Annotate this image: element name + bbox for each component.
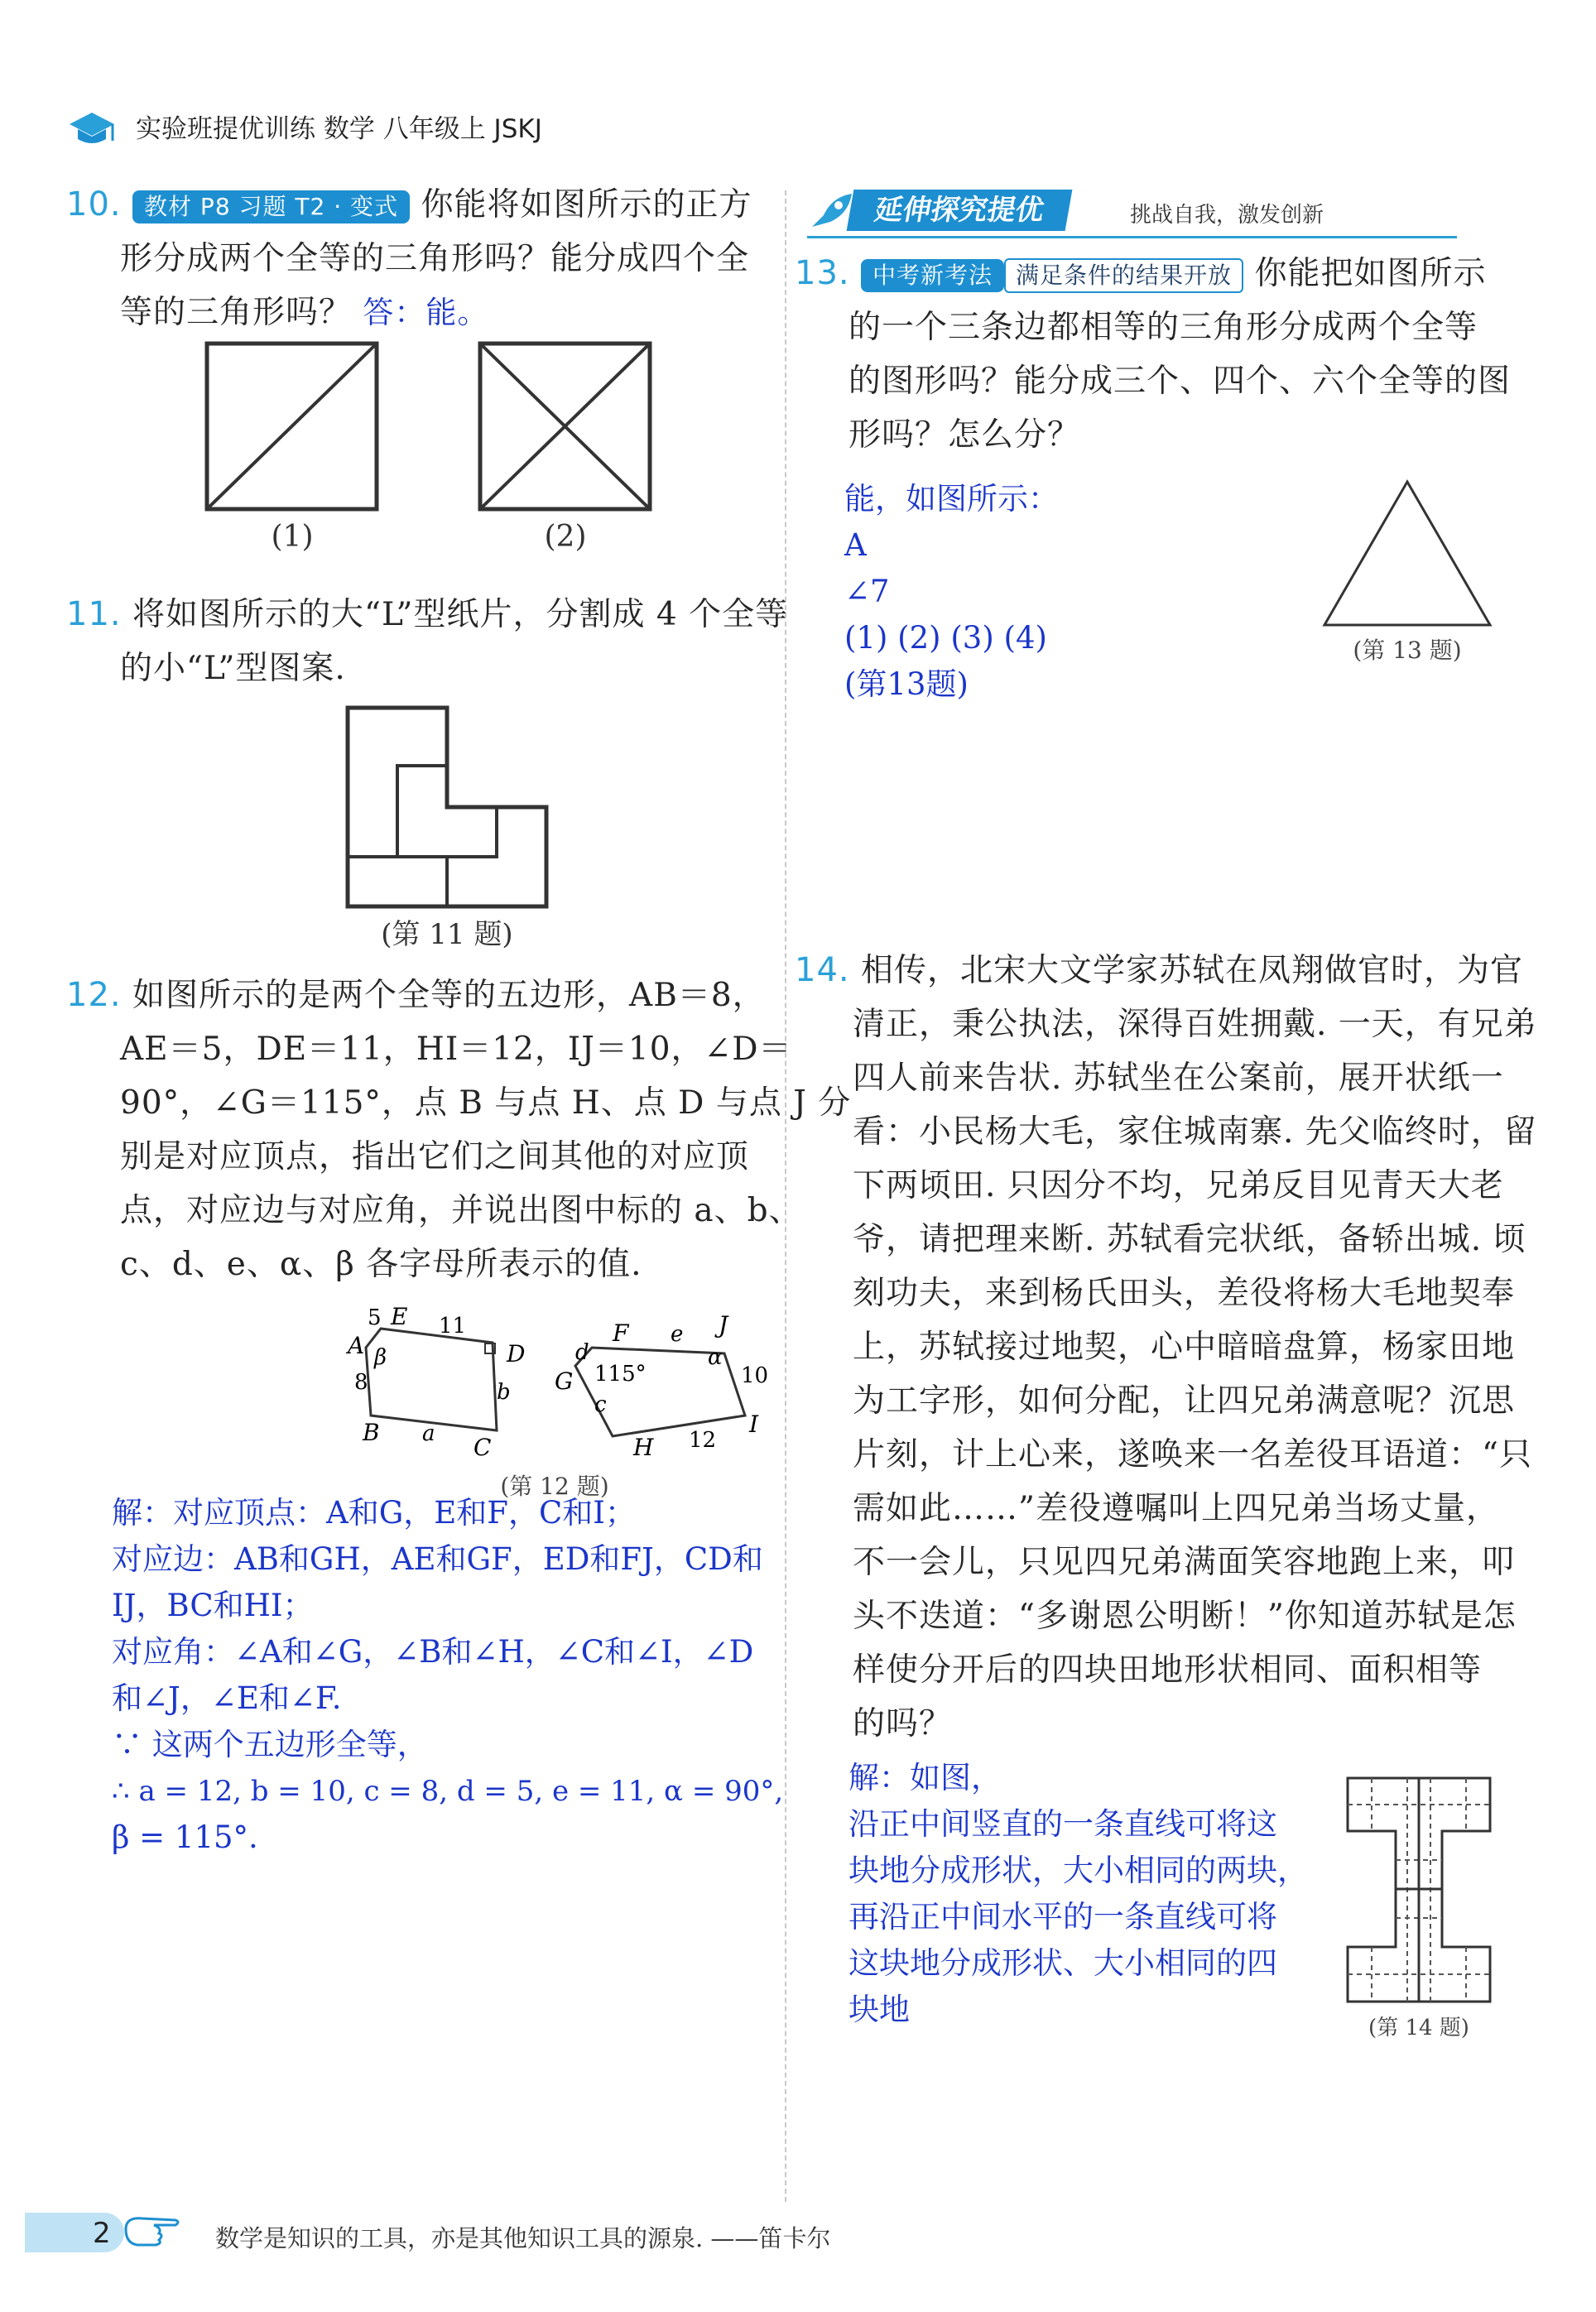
question-10: [66, 178, 778, 339]
question-text: 需如此……”差役遵嘱叫上四兄弟当场丈量，: [853, 1490, 1499, 1527]
question-number: 10.: [66, 185, 122, 224]
vertex-label: B: [363, 1419, 380, 1446]
exam-tag: 中考新考法: [861, 259, 1004, 292]
question-text: 的小“L”型图案.: [120, 650, 346, 687]
q14-solution: [848, 1755, 1337, 2033]
figure-caption: (第 11 题): [381, 918, 513, 951]
side-label: 8: [354, 1370, 368, 1395]
graduation-cap-icon: [66, 106, 118, 149]
question-text: 四人前来告状. 苏轼坐在公案前，展开状纸一: [853, 1060, 1504, 1097]
question-11: [66, 588, 789, 695]
angle-label: α: [708, 1345, 723, 1370]
page-number: 2: [93, 2217, 111, 2250]
q10-figure-2: [476, 339, 658, 555]
question-text: 的一个三条边都相等的三角形分成两个全等: [848, 309, 1478, 346]
question-text: AE＝5，DE＝11，HI＝12，IJ＝10，∠D＝: [120, 1031, 792, 1068]
question-text: 形吗？怎么分？: [848, 416, 1081, 454]
solution-line: ∵ 这两个五边形全等，: [112, 1727, 428, 1762]
pointing-hand-icon: [118, 2209, 184, 2250]
vertex-label: A: [348, 1332, 365, 1359]
q14-i-shape-figure: [1341, 1771, 1507, 2045]
question-number: 14.: [795, 951, 850, 989]
question-text: 刻功夫，来到杨氏田头，差役将杨大毛地契奉: [853, 1275, 1516, 1312]
header: [66, 99, 811, 157]
vertex-label: E: [391, 1303, 408, 1330]
question-text: 下两顷田. 只因分不均，兄弟反目见青天大老: [853, 1167, 1504, 1204]
section-subtitle: 挑战自我，激发创新: [1130, 203, 1324, 228]
question-text: 的图形吗？能分成三个、四个、六个全等的图: [848, 363, 1512, 400]
question-number: 12.: [66, 976, 122, 1014]
solution-line: IJ，BC和HI；: [112, 1588, 314, 1623]
solution-line: 解：对应顶点：A和G，E和F，C和I；: [112, 1495, 636, 1531]
footer-quote: 数学是知识的工具，亦是其他知识工具的源泉. ——笛卡尔: [215, 2224, 831, 2252]
vertex-label: F: [613, 1319, 629, 1347]
answer-line: (第13题): [844, 666, 969, 702]
question-14: [795, 944, 1537, 1751]
question-text: 不一会儿，只见四兄弟满面笑容地跑上来，叩: [853, 1544, 1516, 1581]
solution-line: 块地分成形状，大小相同的两块，: [848, 1853, 1308, 1888]
section-banner: [807, 186, 1457, 238]
solution-line: 这块地分成形状、大小相同的四: [848, 1945, 1277, 1981]
question-text: 你能把如图所示: [1254, 255, 1487, 292]
figure-caption: (第 13 题): [1353, 637, 1462, 664]
solution-line: ∴ a = 12, b = 10, c = 8, d = 5, e = 11, α = 90°,: [112, 1775, 784, 1808]
question-text: 片刻，计上心来，遂唤来一名差役耳语道：“只: [853, 1436, 1532, 1473]
q10-figure-1: [203, 339, 385, 555]
vertex-label: I: [749, 1411, 759, 1438]
solution-line: 再沿正中间水平的一条直线可将: [848, 1899, 1277, 1935]
solution-line: 对应边：AB和GH，AE和GF，ED和FJ，CD和: [112, 1541, 763, 1577]
q11-l-figure: [339, 704, 604, 960]
question-text: 将如图所示的大“L”型纸片，分割成 4 个全等: [132, 596, 789, 633]
question-text: 90°，∠G＝115°，点 B 与点 H、点 D 与点 J 分: [120, 1084, 852, 1122]
question-text: 的吗？: [853, 1705, 953, 1742]
vertex-label: H: [633, 1434, 654, 1461]
question-text: 头不迭道：“多谢恩公明断！”你知道苏轼是怎: [853, 1598, 1517, 1635]
solution-line: 解：如图，: [848, 1760, 1002, 1795]
question-text: c、d、e、α、β 各字母所表示的值.: [120, 1246, 642, 1283]
angle-label: β: [374, 1345, 387, 1370]
header-title: 实验班提优训练 数学 八年级上 JSKJ: [136, 114, 542, 144]
side-label: 12: [689, 1428, 717, 1453]
side-label: e: [671, 1322, 684, 1347]
question-text: 等的三角形吗？: [120, 294, 353, 331]
answer-line: A: [844, 527, 867, 563]
q13-answer: [844, 476, 1258, 708]
figure-caption: (第 12 题): [500, 1473, 609, 1500]
section-title: 延伸探究提优: [847, 190, 1073, 231]
side-label: 10: [741, 1363, 769, 1388]
vertex-label: C: [474, 1434, 492, 1461]
figure-label: (1): [271, 520, 314, 554]
solution-line: 和∠J，∠E和∠F.: [112, 1680, 342, 1716]
question-text: 上，苏轼接过地契，心中暗暗盘算，杨家田地: [853, 1329, 1516, 1366]
question-text: 你能将如图所示的正方: [421, 186, 752, 224]
vertex-label: J: [719, 1311, 728, 1339]
method-tag: 满足条件的结果开放: [1004, 258, 1243, 293]
question-text: 如图所示的是两个全等的五边形，AB＝8，: [132, 977, 766, 1014]
side-label: 5: [368, 1305, 382, 1330]
side-label: c: [594, 1392, 607, 1417]
answer-line: ∠7: [844, 574, 890, 609]
solution-line: β = 115°.: [112, 1819, 258, 1855]
side-label: b: [497, 1380, 511, 1405]
question-text: 样使分开后的四块田地形状相同、面积相等: [853, 1651, 1483, 1689]
vertex-label: D: [507, 1340, 526, 1367]
solution-line: 块地: [848, 1992, 910, 2027]
vertex-label: G: [555, 1367, 574, 1395]
side-label: a: [422, 1421, 435, 1446]
q12-pentagon-figure: [331, 1291, 778, 1507]
answer-line: 能，如图所示：: [844, 481, 1059, 517]
q13-triangle-figure: [1316, 472, 1507, 671]
question-number: 13.: [795, 254, 850, 292]
solution-line: 对应角：∠A和∠G，∠B和∠H，∠C和∠I，∠D: [112, 1634, 754, 1670]
question-text: 爷，请把理来断. 苏轼看完状纸，备轿出城. 顷: [853, 1221, 1526, 1258]
question-number: 11.: [66, 595, 122, 633]
question-text: 看：小民杨大毛，家住城南寨. 先父临终时，留: [853, 1113, 1537, 1151]
answer-line: (1) (2) (3) (4): [844, 620, 1047, 656]
side-label: 11: [439, 1314, 467, 1339]
question-text: 清正，秉公执法，深得百姓拥戴. 一天，有兄弟: [853, 1006, 1537, 1043]
figure-caption: (第 14 题): [1368, 2016, 1469, 2040]
source-tag: 教材 P8 习题 T2 · 变式: [132, 190, 410, 224]
angle-label: 115°: [594, 1362, 647, 1387]
q12-solution: [112, 1490, 791, 1861]
side-label: d: [575, 1340, 589, 1365]
question-text: 点，对应边与对应角，并说出图中标的 a、b、: [120, 1192, 802, 1229]
question-text: 别是对应顶点，指出它们之间其他的对应顶: [120, 1138, 750, 1175]
footer: [25, 2209, 1556, 2258]
answer-text: 答：能。: [363, 295, 489, 330]
question-text: 形分成两个全等的三角形吗？能分成四个全: [120, 240, 750, 277]
figure-label: (2): [544, 520, 587, 554]
question-text: 相传，北宋大文学家苏轼在凤翔做官时，为官: [861, 952, 1524, 989]
question-13: [795, 247, 1515, 462]
solution-line: 沿正中间竖直的一条直线可将这: [848, 1806, 1277, 1842]
question-text: 为工字形，如何分配，让四兄弟满意呢？沉思: [853, 1382, 1516, 1420]
